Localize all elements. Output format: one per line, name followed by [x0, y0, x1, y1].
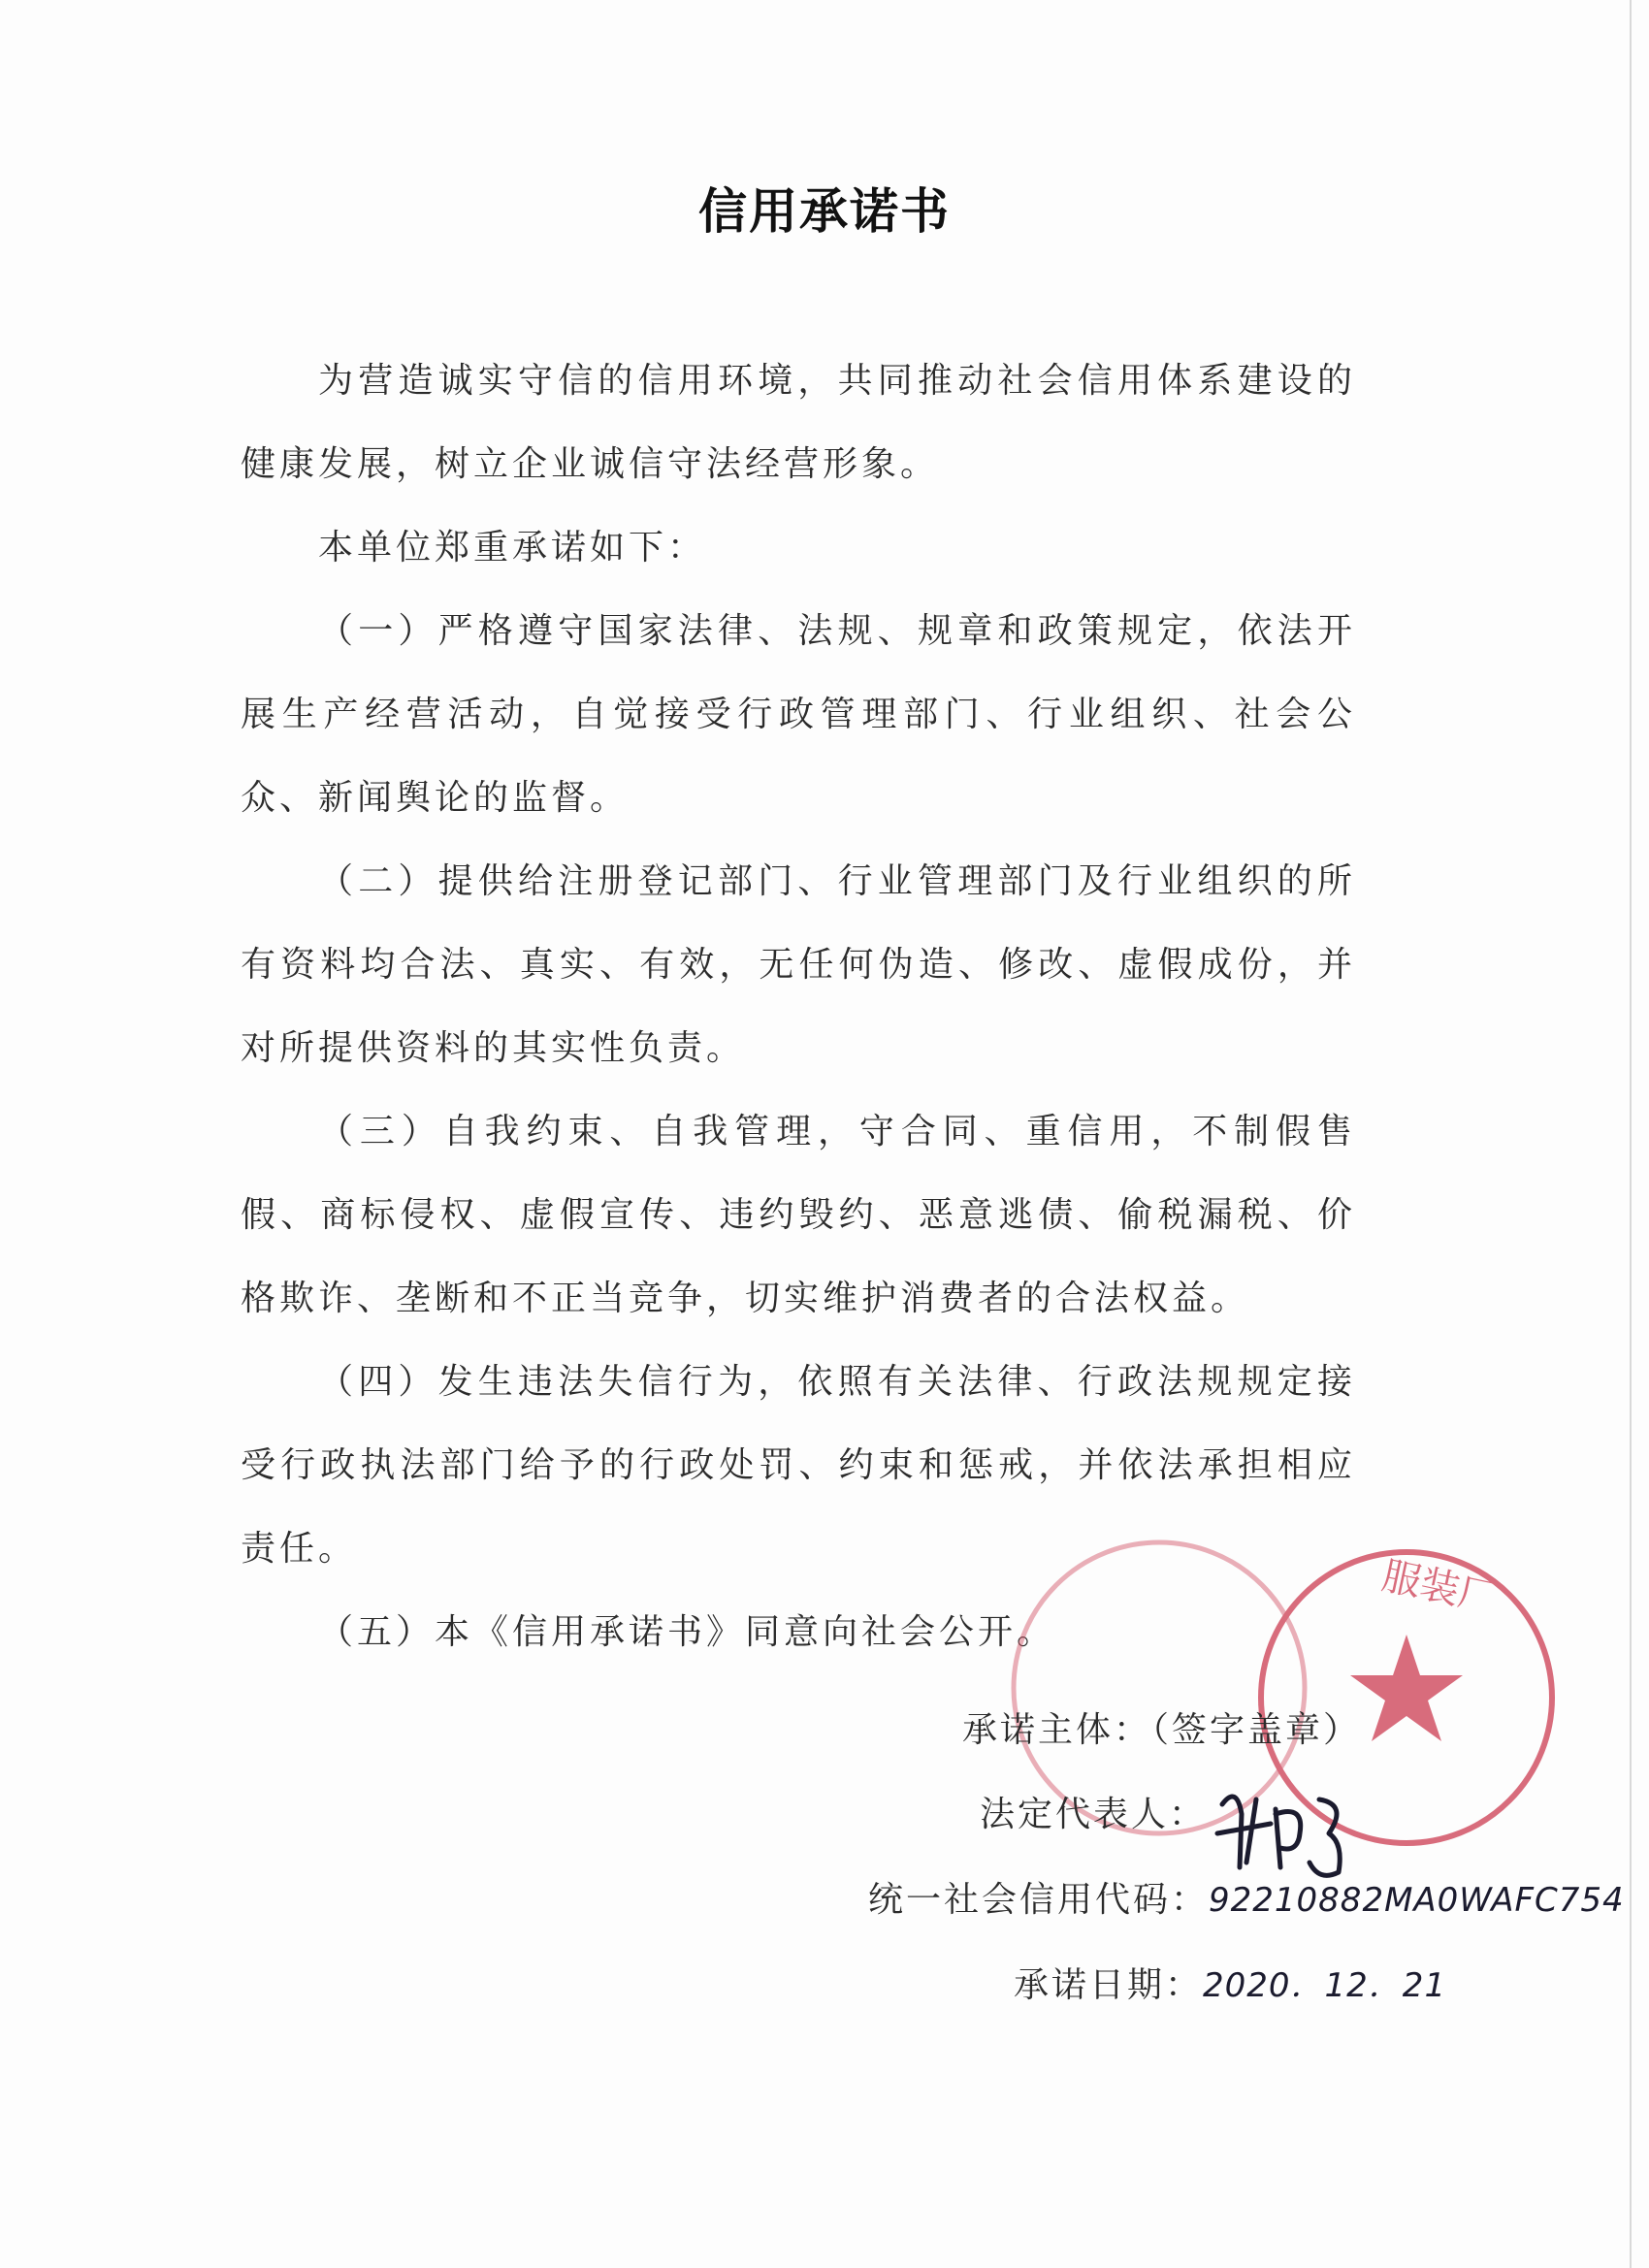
- date-value: 2020．12．21: [1203, 1966, 1447, 2005]
- document-title: 信用承诺书: [698, 183, 951, 240]
- signature-subject-label: 承诺主体：（签字盖章）: [962, 1710, 1362, 1750]
- seal-text: 服装厂: [1377, 1553, 1502, 1622]
- date-label: 承诺日期：: [1014, 1965, 1204, 2005]
- legal-representative-label: 法定代表人：: [980, 1795, 1208, 1834]
- intro-paragraph: 为营造诚实守信的信用环境，共同推动社会信用体系建设的健康发展，树立企业诚信守法经营形象。: [241, 361, 1356, 484]
- date-row: [1014, 1958, 1446, 2007]
- pledge-lead: 本单位郑重承诺如下：: [318, 528, 707, 567]
- pledge-item-5: （五）本《信用承诺书》同意向社会公开。: [318, 1612, 1056, 1652]
- pledge-item-4: （四）发生违法失信行为，依照有关法律、行政法规规定接受行政执法部门给予的行政处罚、约束和惩戒，并依法承担相应责任。: [241, 1362, 1356, 1569]
- document-body: [241, 340, 1356, 1674]
- seal-star-icon: [1350, 1635, 1463, 1741]
- pledge-item-1: （一）严格遵守国家法律、法规、规章和政策规定，依法开展生产经营活动，自觉接受行政管理部门、行业组织、社会公众、新闻舆论的监督。: [241, 611, 1356, 818]
- pledge-item-2: （二）提供给注册登记部门、行业管理部门及行业组织的所有资料均合法、真实、有效，无任何伪造、修改、虚假成份，并对所提供资料的其实性负责。: [241, 861, 1356, 1068]
- credit-code-label: 统一社会信用代码：: [868, 1880, 1210, 1920]
- credit-code-row: [868, 1872, 1625, 1922]
- credit-code-value: 92210882MA0WAFC754: [1209, 1881, 1625, 1920]
- pledge-item-3: （三）自我约束、自我管理，守合同、重信用，不制假售假、商标侵权、虚假宣传、违约毁约、恶意逃债、偷税漏税、价格欺诈、垄断和不正当竞争，切实维护消费者的合法权益。: [241, 1112, 1356, 1318]
- page-edge: [1630, 0, 1632, 2268]
